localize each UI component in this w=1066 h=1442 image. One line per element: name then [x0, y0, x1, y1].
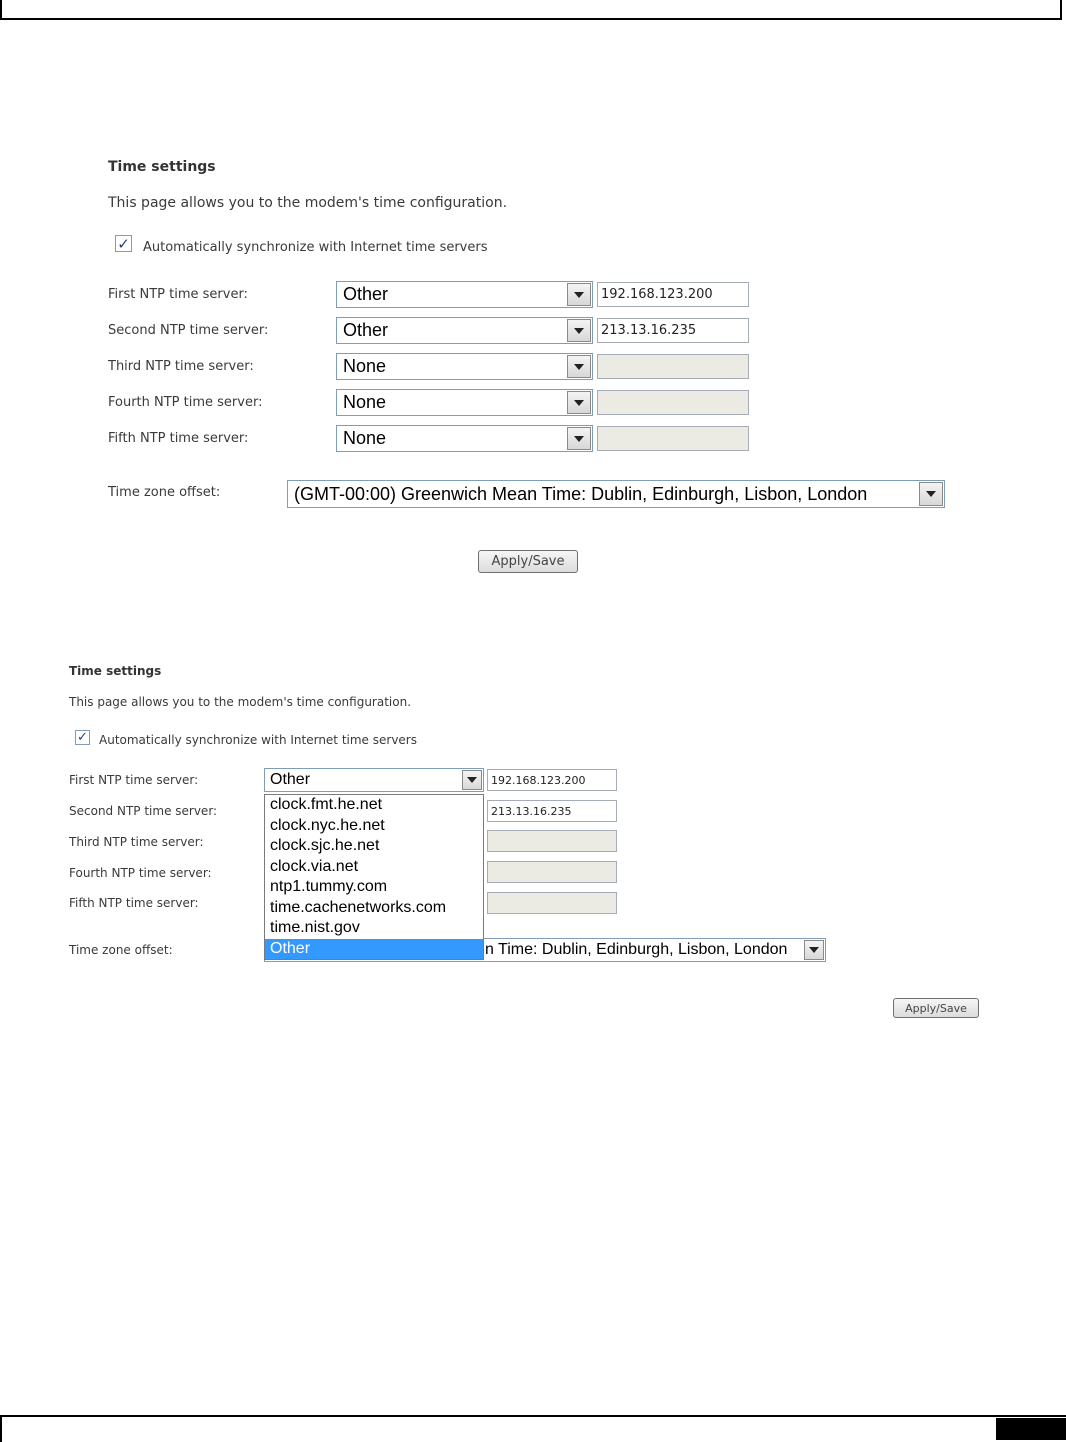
page-number-box: [996, 1418, 1066, 1440]
ntp-server-3-address-input: [487, 830, 617, 852]
page-header-frame: [0, 0, 1062, 20]
dropdown-option[interactable]: ntp1.tummy.com: [270, 878, 388, 895]
dropdown-option[interactable]: clock.sjc.he.net: [270, 837, 380, 854]
ntp-server-1-address-input[interactable]: 192.168.123.200: [487, 769, 617, 791]
chevron-down-icon: [462, 770, 482, 790]
ntp-server-4-label: Fourth NTP time server:: [108, 395, 263, 410]
ntp-server-2-label: Second NTP time server:: [108, 323, 269, 338]
ntp-server-5-address-input: [487, 892, 617, 914]
chevron-down-icon: [567, 283, 591, 306]
ntp-server-1-label: First NTP time server:: [69, 773, 199, 787]
dropdown-option[interactable]: clock.nyc.he.net: [270, 816, 385, 834]
dropdown-option[interactable]: time.nist.gov: [270, 919, 360, 936]
ntp-server-5-address-input: [597, 426, 749, 451]
ntp-server-1-dropdown-list: [264, 794, 484, 960]
ntp-server-5-label: Fifth NTP time server:: [69, 896, 199, 910]
timezone-label: Time zone offset:: [108, 485, 221, 500]
ntp-server-2-address-input[interactable]: 213.13.16.235: [597, 318, 749, 343]
dropdown-option[interactable]: clock.via.net: [270, 857, 359, 875]
ntp-server-2-label: Second NTP time server:: [69, 804, 218, 818]
ntp-server-3-label: Third NTP time server:: [108, 359, 254, 374]
ntp-server-1-select[interactable]: Other: [336, 281, 593, 308]
timezone-select[interactable]: (GMT-00:00) Greenwich Mean Time: Dublin, Edinburgh, Lisbon, London: [287, 480, 945, 508]
ntp-server-4-label: Fourth NTP time server:: [69, 866, 212, 880]
ntp-server-1-label: First NTP time server:: [108, 287, 248, 302]
auto-sync-label: Automatically synchronize with Internet time servers: [99, 733, 417, 747]
ntp-server-5-label: Fifth NTP time server:: [108, 431, 249, 446]
dropdown-option[interactable]: clock.fmt.he.net: [270, 796, 383, 813]
chevron-down-icon: [567, 319, 591, 342]
timezone-label: Time zone offset:: [69, 943, 173, 957]
ntp-server-2-select[interactable]: Other: [336, 317, 593, 344]
chevron-down-icon: [919, 482, 943, 506]
apply-save-button[interactable]: Apply/Save: [893, 998, 979, 1018]
checkmark-icon: ✓: [77, 730, 88, 745]
page-title: Time settings: [69, 664, 162, 678]
auto-sync-checkbox[interactable]: [115, 235, 132, 252]
ntp-server-3-label: Third NTP time server:: [69, 835, 204, 849]
ntp-server-5-select[interactable]: None: [336, 425, 593, 452]
chevron-down-icon: [804, 940, 824, 960]
ntp-server-4-address-input: [597, 390, 749, 415]
ntp-server-1-select[interactable]: Other: [264, 768, 484, 792]
ntp-server-3-select[interactable]: None: [336, 353, 593, 380]
auto-sync-label: Automatically synchronize with Internet time servers: [143, 240, 488, 255]
chevron-down-icon: [567, 391, 591, 414]
ntp-server-2-address-input[interactable]: 213.13.16.235: [487, 800, 617, 822]
chevron-down-icon: [567, 427, 591, 450]
ntp-server-1-address-input[interactable]: 192.168.123.200: [597, 282, 749, 307]
chevron-down-icon: [567, 355, 591, 378]
page-description: This page allows you to the modem's time configuration.: [69, 695, 412, 709]
apply-save-button[interactable]: Apply/Save: [478, 550, 578, 573]
auto-sync-checkbox[interactable]: [75, 730, 90, 745]
ntp-server-4-select[interactable]: None: [336, 389, 593, 416]
page-description: This page allows you to the modem's time configuration.: [108, 195, 508, 211]
page-title: Time settings: [108, 159, 216, 175]
timezone-select[interactable]: n Time: Dublin, Edinburgh, Lisbon, London: [264, 938, 826, 962]
checkmark-icon: ✓: [117, 234, 130, 253]
dropdown-option[interactable]: time.cachenetworks.com: [270, 898, 447, 916]
ntp-server-4-address-input: [487, 861, 617, 883]
dropdown-option-selected[interactable]: Other: [265, 939, 483, 960]
page-footer-frame: [0, 1415, 1066, 1442]
ntp-server-3-address-input: [597, 354, 749, 379]
